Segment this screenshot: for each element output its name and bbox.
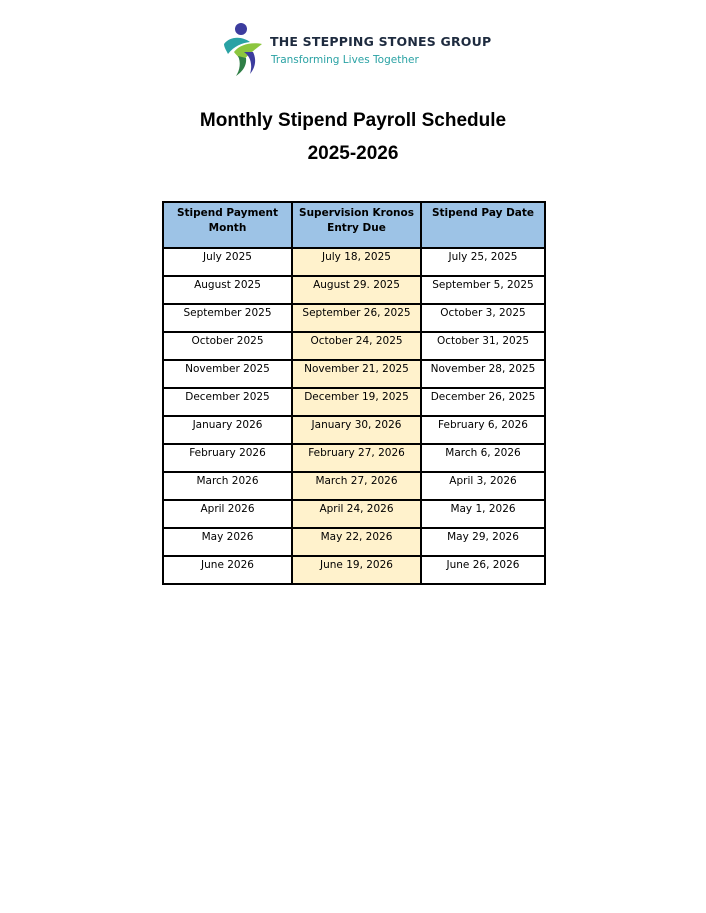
pay-date-cell: September 5, 2025 (421, 276, 545, 304)
payment-month-cell: March 2026 (163, 472, 292, 500)
payment-month-cell: August 2025 (163, 276, 292, 304)
table-row (163, 472, 545, 500)
kronos-entry-due-cell: May 22, 2026 (292, 528, 421, 556)
table-row (163, 388, 545, 416)
payment-month-cell: October 2025 (163, 332, 292, 360)
kronos-entry-due-cell: November 21, 2025 (292, 360, 421, 388)
kronos-entry-due-cell: August 29. 2025 (292, 276, 421, 304)
payment-month-cell: February 2026 (163, 444, 292, 472)
kronos-entry-due-cell: April 24, 2026 (292, 500, 421, 528)
column-header-kronos-entry-due: Supervision Kronos Entry Due (292, 202, 421, 248)
table-row (163, 248, 545, 276)
kronos-entry-due-cell: March 27, 2026 (292, 472, 421, 500)
stepping-stones-figure-logo-icon (220, 22, 266, 78)
table-row (163, 332, 545, 360)
pay-date-cell: November 28, 2025 (421, 360, 545, 388)
company-tagline: Transforming Lives Together (271, 54, 419, 66)
payment-month-cell: July 2025 (163, 248, 292, 276)
pay-date-cell: October 3, 2025 (421, 304, 545, 332)
payment-month-cell: December 2025 (163, 388, 292, 416)
pay-date-cell: February 6, 2026 (421, 416, 545, 444)
document-subtitle: 2025-2026 (307, 143, 399, 164)
column-header-pay-date: Stipend Pay Date (421, 202, 545, 248)
kronos-entry-due-cell: September 26, 2025 (292, 304, 421, 332)
table-header-row (163, 202, 545, 248)
payment-month-cell: May 2026 (163, 528, 292, 556)
pay-date-cell: June 26, 2026 (421, 556, 545, 584)
column-header-payment-month: Stipend Payment Month (163, 202, 292, 248)
pay-date-cell: October 31, 2025 (421, 332, 545, 360)
kronos-entry-due-cell: December 19, 2025 (292, 388, 421, 416)
payment-month-cell: September 2025 (163, 304, 292, 332)
table-row (163, 556, 545, 584)
kronos-entry-due-cell: October 24, 2025 (292, 332, 421, 360)
pay-date-cell: May 1, 2026 (421, 500, 545, 528)
payroll-schedule-table (162, 201, 546, 585)
table-row (163, 528, 545, 556)
table-row (163, 304, 545, 332)
kronos-entry-due-cell: January 30, 2026 (292, 416, 421, 444)
table-row (163, 444, 545, 472)
table-row (163, 416, 545, 444)
document-title: Monthly Stipend Payroll Schedule (199, 110, 507, 131)
kronos-entry-due-cell: June 19, 2026 (292, 556, 421, 584)
kronos-entry-due-cell: July 18, 2025 (292, 248, 421, 276)
kronos-entry-due-cell: February 27, 2026 (292, 444, 421, 472)
table-row (163, 276, 545, 304)
company-logo (220, 22, 492, 78)
company-name: THE STEPPING STONES GROUP (270, 34, 492, 49)
payment-month-cell: November 2025 (163, 360, 292, 388)
payment-month-cell: April 2026 (163, 500, 292, 528)
pay-date-cell: December 26, 2025 (421, 388, 545, 416)
pay-date-cell: April 3, 2026 (421, 472, 545, 500)
pay-date-cell: July 25, 2025 (421, 248, 545, 276)
table-row (163, 360, 545, 388)
pay-date-cell: March 6, 2026 (421, 444, 545, 472)
payment-month-cell: June 2026 (163, 556, 292, 584)
table-row (163, 500, 545, 528)
pay-date-cell: May 29, 2026 (421, 528, 545, 556)
payment-month-cell: January 2026 (163, 416, 292, 444)
